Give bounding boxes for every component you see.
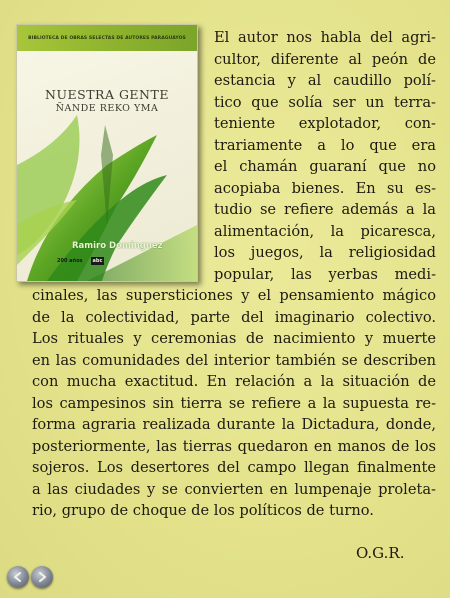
publisher-logos [57, 257, 104, 265]
text-line: los campesinos sin tierra se refiere a la supuesta re- [32, 394, 436, 412]
text-line: popular, las yerbas medi- [214, 265, 436, 283]
text-line: El autor nos habla del agri- [214, 29, 436, 46]
text-line: los juegos, la religiosidad [214, 244, 436, 261]
text-line: cinales, las supersticiones y el pensamiento mágico [32, 287, 436, 304]
book-cover-image [16, 24, 198, 282]
text-line: Los rituales y ceremonias de nacimiento y muerte [32, 330, 436, 347]
text-line: alimentación, la picaresca, [214, 222, 436, 240]
next-page-button[interactable] [31, 566, 53, 588]
cover-title: NUESTRA GENTE [45, 87, 169, 102]
text-line: cultor, diferente al peón de [214, 50, 436, 68]
text-line: tico que solía ser un terra- [214, 93, 436, 111]
text-line: trariamente a lo que era [214, 136, 436, 154]
previous-page-button[interactable] [7, 566, 29, 588]
text-line: tudio se refiere además a la [214, 201, 436, 218]
text-line: rio, grupo de choque de los políticos de turno. [32, 502, 374, 519]
arrow-right-icon [35, 570, 49, 584]
text-line: forma agraria realizada durante la Dictadura, donde, [32, 416, 436, 433]
cover-series-band [17, 25, 197, 51]
cover-subtitle: ÑANDE REKO YMA [55, 103, 159, 114]
text-line: posteriormente, las tierras quedaron en manos de los [32, 437, 436, 455]
author-initials: O.G.R. [356, 544, 405, 562]
text-line: acopiaba bienes. En su es- [214, 179, 436, 197]
text-line: a las ciudades y se convierten en lumpenaje proleta- [32, 480, 436, 498]
text-line: con mucha exactitud. En relación a la situación de [32, 373, 436, 390]
cover-author: Ramiro Dominguez [72, 241, 163, 251]
text-line: estancia y al caudillo polí- [214, 72, 436, 89]
article-text-full-width [32, 285, 436, 522]
text-line: sojeros. Los desertores del campo llegan finalmente [32, 459, 436, 476]
article-text-right-column [214, 27, 436, 285]
logo-bicentenario: 200 años [57, 258, 83, 264]
cover-green-artwork [17, 105, 197, 281]
text-line: en las comunidades del interior también se describen [32, 351, 436, 369]
text-line: de la colectividad, parte del imaginario colectivo. [32, 308, 436, 326]
logo-abc: abc [92, 258, 103, 264]
cover-series-text: BIBLIOTECA DE OBRAS SELECTAS DE AUTORES PARAGUAYOS [28, 35, 186, 41]
text-line: teniente explotador, con- [214, 115, 436, 132]
arrow-left-icon [11, 570, 25, 584]
text-line: el chamán guaraní que no [214, 158, 436, 175]
